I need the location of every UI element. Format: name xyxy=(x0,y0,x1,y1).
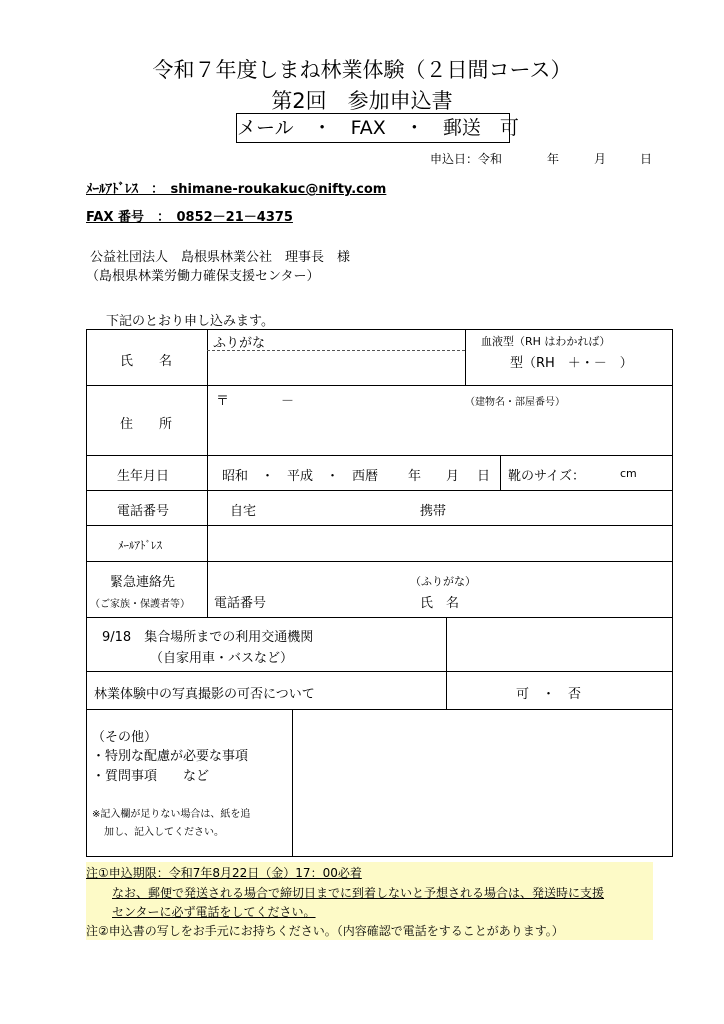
form-title: 令和７年度しまね林業体験（２日間コース） xyxy=(152,58,572,82)
emergency-phone-label: 電話番号 xyxy=(214,596,267,611)
other-questions: ・質問事項 など xyxy=(92,769,210,784)
blood-type-field[interactable]: 型（RH ＋・－ ） xyxy=(510,356,633,371)
note-1-mail-warning: なお、郵便で発送される場合で締切日までに到着しないと予想される場合は、発送時に支援 xyxy=(112,886,605,900)
blood-type-label: 血液型（RH はわかれば） xyxy=(481,335,611,348)
note-2-copy: 注②申込書の写しをお手元にお持ちください。（内容確認で電話をすることがあります。） xyxy=(86,924,564,938)
birth-month-label: 月 xyxy=(446,469,460,484)
address-label: 住 所 xyxy=(120,417,173,432)
emergency-contact-sub: （ご家族・保護者等） xyxy=(90,599,190,610)
phone-mobile-label: 携帯 xyxy=(420,504,447,519)
birth-year-label: 年 xyxy=(408,469,422,484)
furigana-label: ふりがな xyxy=(213,336,266,351)
other-input-area[interactable] xyxy=(293,710,672,856)
other-note-2: 加し、記入してください。 xyxy=(104,827,224,838)
application-date-day: 日 xyxy=(640,152,653,166)
application-date-month: 月 xyxy=(594,152,607,166)
note-1-phone-request: センターに必ず電話をしてください。 xyxy=(112,905,316,919)
form-subtitle: 第2回 参加申込書 xyxy=(271,89,453,113)
lead-text: 下記のとおり申し込みます。 xyxy=(106,314,274,329)
transport-sub: （自家用車・バスなど） xyxy=(150,651,294,666)
name-label: 氏 名 xyxy=(120,354,173,369)
other-special-needs: ・特別な配慮が必要な事項 xyxy=(92,749,249,764)
contact-fax: FAX 番号 ： 0852－21－4375 xyxy=(86,210,293,225)
birth-day-label: 日 xyxy=(477,469,491,484)
shoe-size-unit: cm xyxy=(620,467,637,480)
emergency-contact-label: 緊急連絡先 xyxy=(110,575,176,590)
era-options[interactable]: 昭和 ・ 平成 ・ 西暦 xyxy=(222,469,379,484)
phone-label: 電話番号 xyxy=(117,504,170,519)
submission-methods-box: メール ・ FAX ・ 郵送 可 xyxy=(236,113,510,143)
photo-consent-options[interactable]: 可 ・ 否 xyxy=(516,687,582,702)
note-1-deadline: 注①申込期限：令和7年8月22日（金）17：00必着 xyxy=(86,866,362,880)
building-hint: （建物名・部屋番号） xyxy=(465,397,565,408)
postal-code-field[interactable]: 〒 － xyxy=(216,394,295,409)
emergency-name-label: 氏 名 xyxy=(420,596,460,611)
birthdate-label: 生年月日 xyxy=(117,469,170,484)
shoe-size-label: 靴のサイズ： xyxy=(508,469,585,484)
emergency-furigana-label: （ふりがな） xyxy=(410,575,476,588)
name-input-area[interactable] xyxy=(208,351,464,384)
transport-input-area[interactable] xyxy=(447,618,672,670)
email-label: ﾒｰﾙｱﾄﾞﾚｽ xyxy=(118,539,162,552)
transport-label: 9/18 集合場所までの利用交通機関 xyxy=(102,630,314,645)
addressee-line-2: （島根県林業労働力確保支援センター） xyxy=(86,269,320,284)
application-date-label: 申込日：令和 xyxy=(430,152,503,166)
application-date-year: 年 xyxy=(547,152,560,166)
email-input-area[interactable] xyxy=(208,526,672,560)
addressee-line-1: 公益社団法人 島根県林業公社 理事長 様 xyxy=(90,250,351,265)
other-title: （その他） xyxy=(92,730,158,745)
photo-consent-label: 林業体験中の写真撮影の可否について xyxy=(94,687,315,702)
phone-home-label: 自宅 xyxy=(230,504,257,519)
other-note-1: ※記入欄が足りない場合は、紙を追 xyxy=(92,809,251,820)
contact-email: ﾒｰﾙｱﾄﾞﾚｽ ： shimane-roukakuc@nifty.com xyxy=(86,182,387,197)
